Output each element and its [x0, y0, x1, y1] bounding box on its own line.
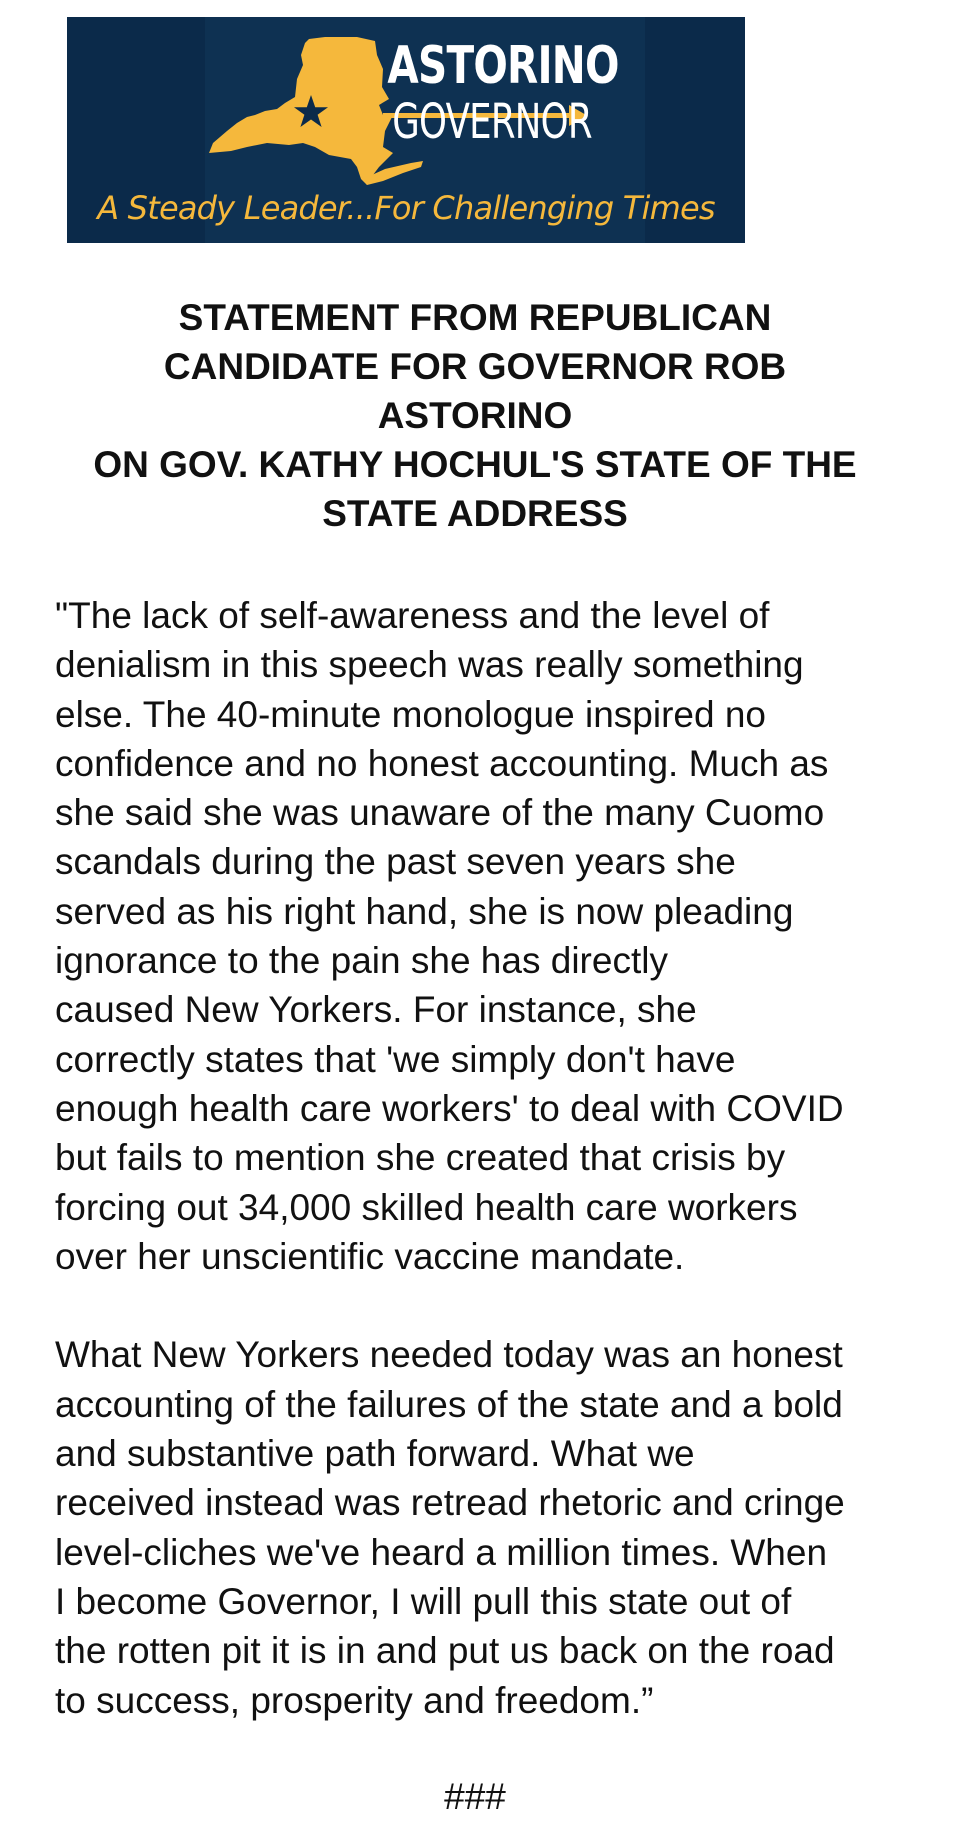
end-of-release-mark: ###	[444, 1776, 506, 1817]
body-line: I become Governor, I will pull this state out of	[55, 1580, 792, 1622]
body-line: enough health care workers' to deal with COVID	[55, 1087, 844, 1129]
body-line: ignorance to the pain she has directly	[55, 940, 668, 982]
paragraph-2	[55, 1330, 915, 1724]
body-line: but fails to mention she created that crisis by	[55, 1137, 786, 1179]
body-line: served as his right hand, she is now pleading	[55, 890, 794, 932]
body-line: "The lack of self-awareness and the level of	[55, 595, 770, 636]
title-line: ON GOV. KATHY HOCHUL'S STATE OF THE	[93, 444, 857, 485]
statement-title	[55, 293, 895, 538]
body-line: scandals during the past seven years she	[55, 841, 736, 883]
title-line: STATEMENT FROM REPUBLICAN	[178, 297, 772, 338]
candidate-office: GOVERNOR	[392, 94, 592, 150]
body-line: forcing out 34,000 skilled health care workers	[55, 1186, 798, 1228]
body-line: accounting of the failures of the state and a bold	[55, 1383, 843, 1425]
body-line: confidence and no honest accounting. Much as	[55, 742, 829, 784]
body-line: and substantive path forward. What we	[55, 1433, 695, 1475]
body-line: correctly states that 'we simply don't have	[55, 1038, 736, 1080]
body-line: What New Yorkers needed today was an honest	[55, 1334, 843, 1376]
body-line: over her unscientific vaccine mandate.	[55, 1235, 685, 1277]
candidate-name: ASTORINO	[387, 36, 619, 96]
title-line: CANDIDATE FOR GOVERNOR ROB	[163, 346, 787, 387]
body-line: the rotten pit it is in and put us back on the road	[55, 1630, 835, 1672]
body-line: she said she was unaware of the many Cuomo	[55, 792, 825, 834]
body-line: level-cliches we've heard a million times. When	[55, 1531, 828, 1573]
body-line: received instead was retread rhetoric and cringe	[55, 1482, 845, 1524]
title-line: ASTORINO	[377, 395, 573, 436]
brand-wordmark	[361, 35, 619, 150]
campaign-tagline: A Steady Leader...For Challenging Times	[97, 189, 715, 227]
campaign-logo-banner	[67, 17, 745, 243]
title-line: STATE ADDRESS	[322, 493, 628, 534]
body-line: denialism in this speech was really something	[55, 644, 804, 686]
body-line: to success, prosperity and freedom.”	[55, 1679, 654, 1721]
body-line: else. The 40-minute monologue inspired no	[55, 693, 766, 735]
paragraph-1	[55, 591, 915, 1281]
body-line: caused New Yorkers. For instance, she	[55, 989, 697, 1031]
statement-body	[55, 591, 915, 1725]
